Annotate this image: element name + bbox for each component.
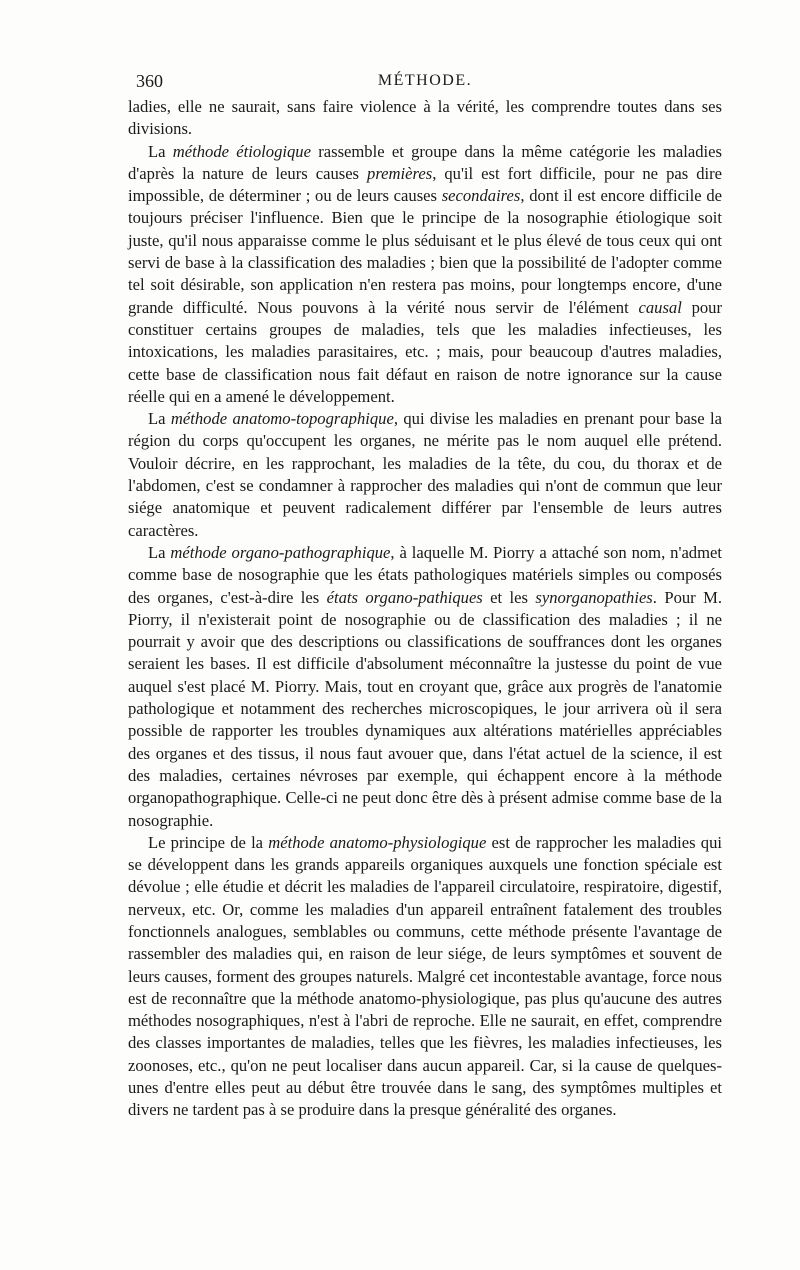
paragraph [128, 542, 722, 832]
text-run: rassemble et groupe dans la même catégorie les maladies d'après la nature de leurs causes [128, 141, 722, 183]
text-run: La [148, 409, 171, 429]
book-page [128, 70, 722, 1122]
paragraph [128, 96, 722, 141]
paragraph [128, 408, 722, 542]
text-run: La [148, 542, 171, 562]
text-run: , qui divise les maladies en prenant pour base la région du corps qu'occupent les organes, ne mérite pas le nom auquel elle prétend. Vouloir décrire, en les rapprochant, les maladies de la tête, du cou, du thorax et de l'abdomen, c'est se condamner à rapprocher des maladies qui n'ont de commun que leur siége anatomique et peuvent radicalement différer par l'ensemble de leurs autres caractères. [128, 409, 722, 540]
text-run: , dont il est encore difficile de toujours préciser l'influence. Bien que le principe de la nosographie étiologique soit juste, qu'il nous apparaisse comme le plus séduisant et le plus élevé de tous ceux qui ont servi de base à la classification des maladies ; bien que la possibilité de l'adopter comme tel soit désirable, son application n'en restera pas moins, pour longtemps encore, d'une grande difficulté. Nous pouvons à la vérité nous servir de l'élément [128, 186, 722, 317]
italic-term: méthode anatomo-physiologique [268, 832, 487, 852]
text-run: pour constituer certains groupes de maladies, tels que les maladies infectieuses, les intoxications, les maladies parasitaires, etc. ; mais, pour beaucoup d'autres maladies, cette base de classification nous fait défaut en raison de notre ignorance sur la cause réelle qui en a amené le développement. [128, 297, 722, 406]
text-run: , à laquelle M. Piorry a attaché son nom, n'admet comme base de nosographie que les états pathologiques matériels simples ou composés des organes, c'est-à-dire les [128, 542, 722, 607]
page-header [128, 70, 722, 96]
text-run: ladies, elle ne saurait, sans faire violence à la vérité, les comprendre toutes dans ses divisions. [128, 97, 722, 139]
italic-term: secondaires [441, 186, 521, 206]
italic-term: méthode anatomo-topographique [170, 409, 394, 429]
text-run: est de rapprocher les maladies qui se développent dans les grands appareils organiques auxquels une fonction spéciale est dévolue ; elle étudie et décrit les maladies de l'appareil circulatoire, respiratoire, digestif, nerveux, etc. Or, comme les maladies d'un appareil entraînent fatalement des troubles fonctionnels analogues, semblables ou communs, cette méthode présente l'avantage de rassembler des maladies qui, en raison de leur siége, de leurs symptômes et souvent de leurs causes, forment des groupes naturels. Malgré cet incontestable avantage, force nous est de reconnaître que la méthode anatomo-physiologique, pas plus qu'aucune des autres méthodes nosographiques, n'est à l'abri de reproche. Elle ne saurait, en effet, comprendre des classes importantes de maladies, telles que les fièvres, les maladies infectieuses, les zoonoses, etc., qu'on ne peut localiser dans aucun appareil. Car, si la cause de quelques-unes d'entre elles peut au début être trouvée dans le sang, des symptômes multiples et divers ne tardent pas à se produire dans la presque généralité des organes. [128, 832, 722, 1120]
text-run: La [148, 141, 173, 161]
italic-term: méthode organo-pathographique [170, 542, 391, 562]
paragraph [128, 141, 722, 409]
page-number: 360 [136, 71, 163, 91]
running-title: MÉTHODE. [377, 72, 473, 89]
paragraph [128, 832, 722, 1122]
italic-term: synorganopathies [535, 587, 653, 607]
italic-term: premières [367, 163, 433, 183]
italic-term: états organo-pathiques [326, 587, 483, 607]
text-run: et les [482, 587, 536, 607]
text-run: , qu'il est fort difficile, pour ne pas dire impossible, de déterminer ; ou de leurs causes [128, 163, 722, 206]
italic-term: méthode étiologique [172, 141, 311, 161]
italic-term: causal [638, 297, 682, 317]
text-run: Le principe de la [148, 832, 269, 852]
text-run: . Pour M. Piorry, il n'existerait point de nosographie ou de classification des maladies ; il ne pourrait y avoir que des descriptions ou classifications de souffrances dont les organes seraient les bases. Il est difficile d'absolument méconnaître la justesse du point de vue auquel s'est placé M. Piorry. Mais, tout en croyant que, grâce aux progrès de l'anatomie pathologique et notamment des recherches microscopiques, le jour arrivera où il sera possible de rapporter les troubles dynamiques aux altérations matérielles appréciables des organes et des tissus, il nous faut avouer que, dans l'état actuel de la science, il est des maladies, certaines névroses par exemple, qui échappent encore à la méthode organopathographique. Celle-ci ne peut donc être dès à présent admise comme base de la nosographie. [128, 587, 722, 830]
body-text [128, 96, 722, 1122]
